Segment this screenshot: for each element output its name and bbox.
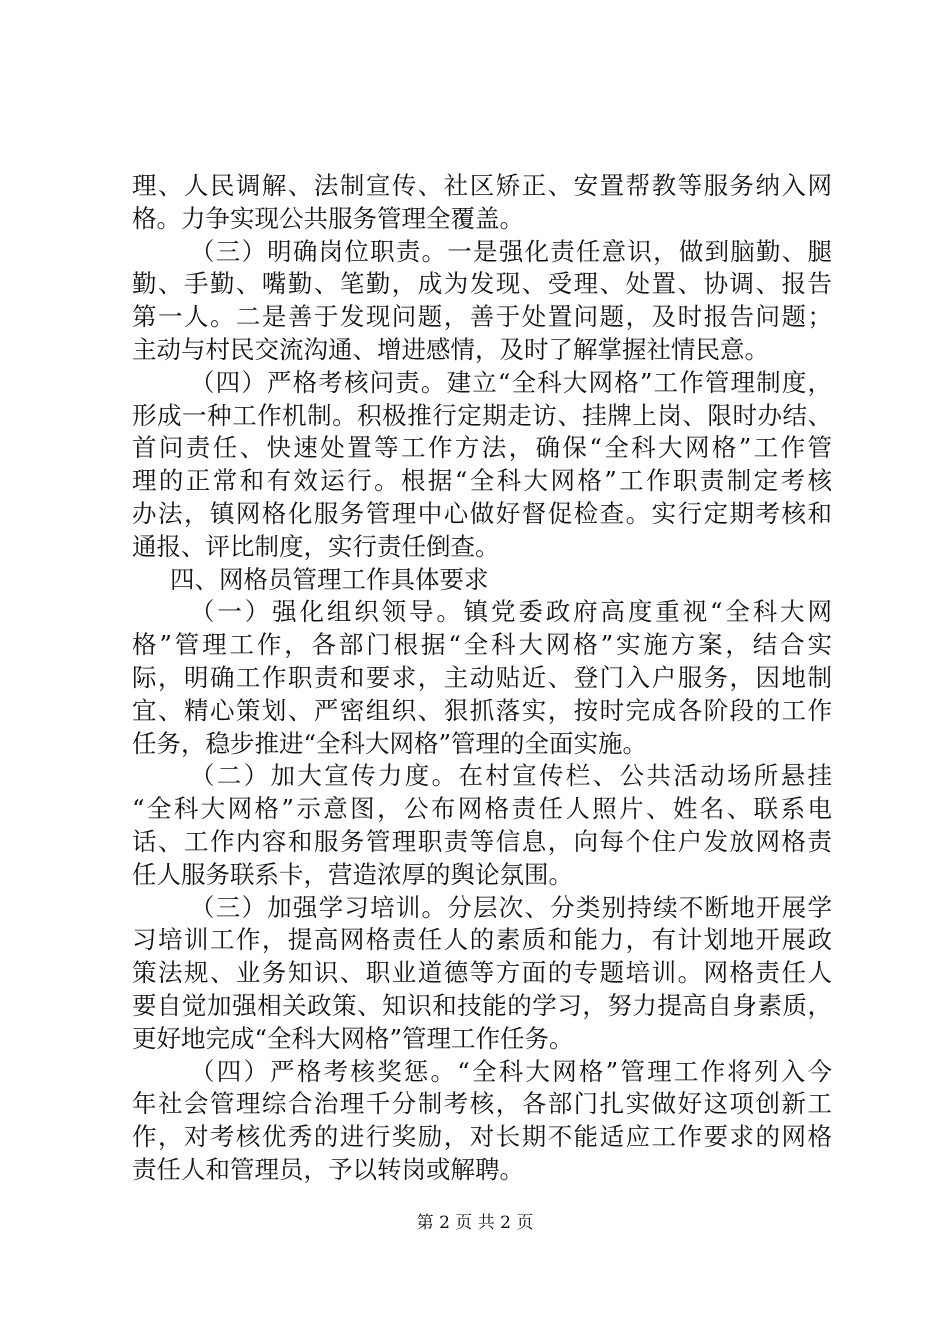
text-line: 际，明确工作职责和要求，主动贴近、登门入户服务，因地制 xyxy=(132,662,832,692)
text-line: 办法，镇网格化服务管理中心做好督促检查。实行定期考核和 xyxy=(132,498,832,528)
section-heading: 四、网格员管理工作具体要求 xyxy=(170,564,489,594)
text-line: 主动与村民交流沟通、增进感情，及时了解掌握社情民意。 xyxy=(132,334,769,364)
text-line: 责任人和管理员，予以转岗或解聘。 xyxy=(132,1154,524,1184)
text-line: 理的正常和有效运行。根据“全科大网格”工作职责制定考核 xyxy=(132,466,832,496)
text-line: 勤、手勤、嘴勤、笔勤，成为发现、受理、处置、协调、报告 xyxy=(132,269,832,299)
paragraph-first-line: （四）严格考核奖惩。“全科大网格”管理工作将列入今 xyxy=(190,1056,832,1086)
text-line: 更好地完成“全科大网格”管理工作任务。 xyxy=(132,1023,574,1053)
text-line: 年社会管理综合治理千分制考核，各部门扎实做好这项创新工 xyxy=(132,1089,832,1119)
text-line: 理、人民调解、法制宣传、社区矫正、安置帮教等服务纳入网 xyxy=(132,171,832,200)
page-number-footer: 第 2 页 共 2 页 xyxy=(416,1213,534,1233)
text-line: 要自觉加强相关政策、知识和技能的学习，努力提高自身素质， xyxy=(132,990,832,1020)
text-line: 形成一种工作机制。积极推行定期走访、挂牌上岗、限时办结、 xyxy=(132,400,832,430)
text-line: “全科大网格”示意图，公布网格责任人照片、姓名、联系电 xyxy=(132,794,832,824)
paragraph-first-line: （三）加强学习培训。分层次、分类别持续不断地开展学 xyxy=(190,892,832,922)
paragraph-first-line: （四）严格考核问责。建立“全科大网格”工作管理制度， xyxy=(190,367,832,397)
paragraph-first-line: （一）强化组织领导。镇党委政府高度重视“全科大网 xyxy=(190,597,832,627)
text-line: 首问责任、快速处置等工作方法，确保“全科大网格”工作管 xyxy=(132,433,832,463)
document-body xyxy=(132,170,832,1187)
paragraph-first-line: （二）加大宣传力度。在村宣传栏、公共活动场所悬挂 xyxy=(190,761,832,791)
text-line: 格”管理工作，各部门根据“全科大网格”实施方案，结合实 xyxy=(132,630,832,660)
text-line: 习培训工作，提高网格责任人的素质和能力，有计划地开展政 xyxy=(132,925,832,955)
text-line: 话、工作内容和服务管理职责等信息，向每个住户发放网格责 xyxy=(132,826,832,856)
text-line: 通报、评比制度，实行责任倒查。 xyxy=(132,531,500,561)
text-line: 作，对考核优秀的进行奖励，对长期不能适应工作要求的网格 xyxy=(132,1122,832,1152)
text-line: 任人服务联系卡，营造浓厚的舆论氛围。 xyxy=(132,859,573,889)
text-line: 第一人。二是善于发现问题，善于处置问题，及时报告问题； xyxy=(132,302,832,332)
text-line: 宜、精心策划、严密组织、狠抓落实，按时完成各阶段的工作 xyxy=(132,695,832,725)
text-line: 格。力争实现公共服务管理全覆盖。 xyxy=(132,203,524,233)
paragraph-first-line: （三）明确岗位职责。一是强化责任意识，做到脑勤、腿 xyxy=(190,236,832,266)
text-line: 策法规、业务知识、职业道德等方面的专题培训。网格责任人 xyxy=(132,958,832,988)
text-line: 任务，稳步推进“全科大网格”管理的全面实施。 xyxy=(132,728,648,758)
